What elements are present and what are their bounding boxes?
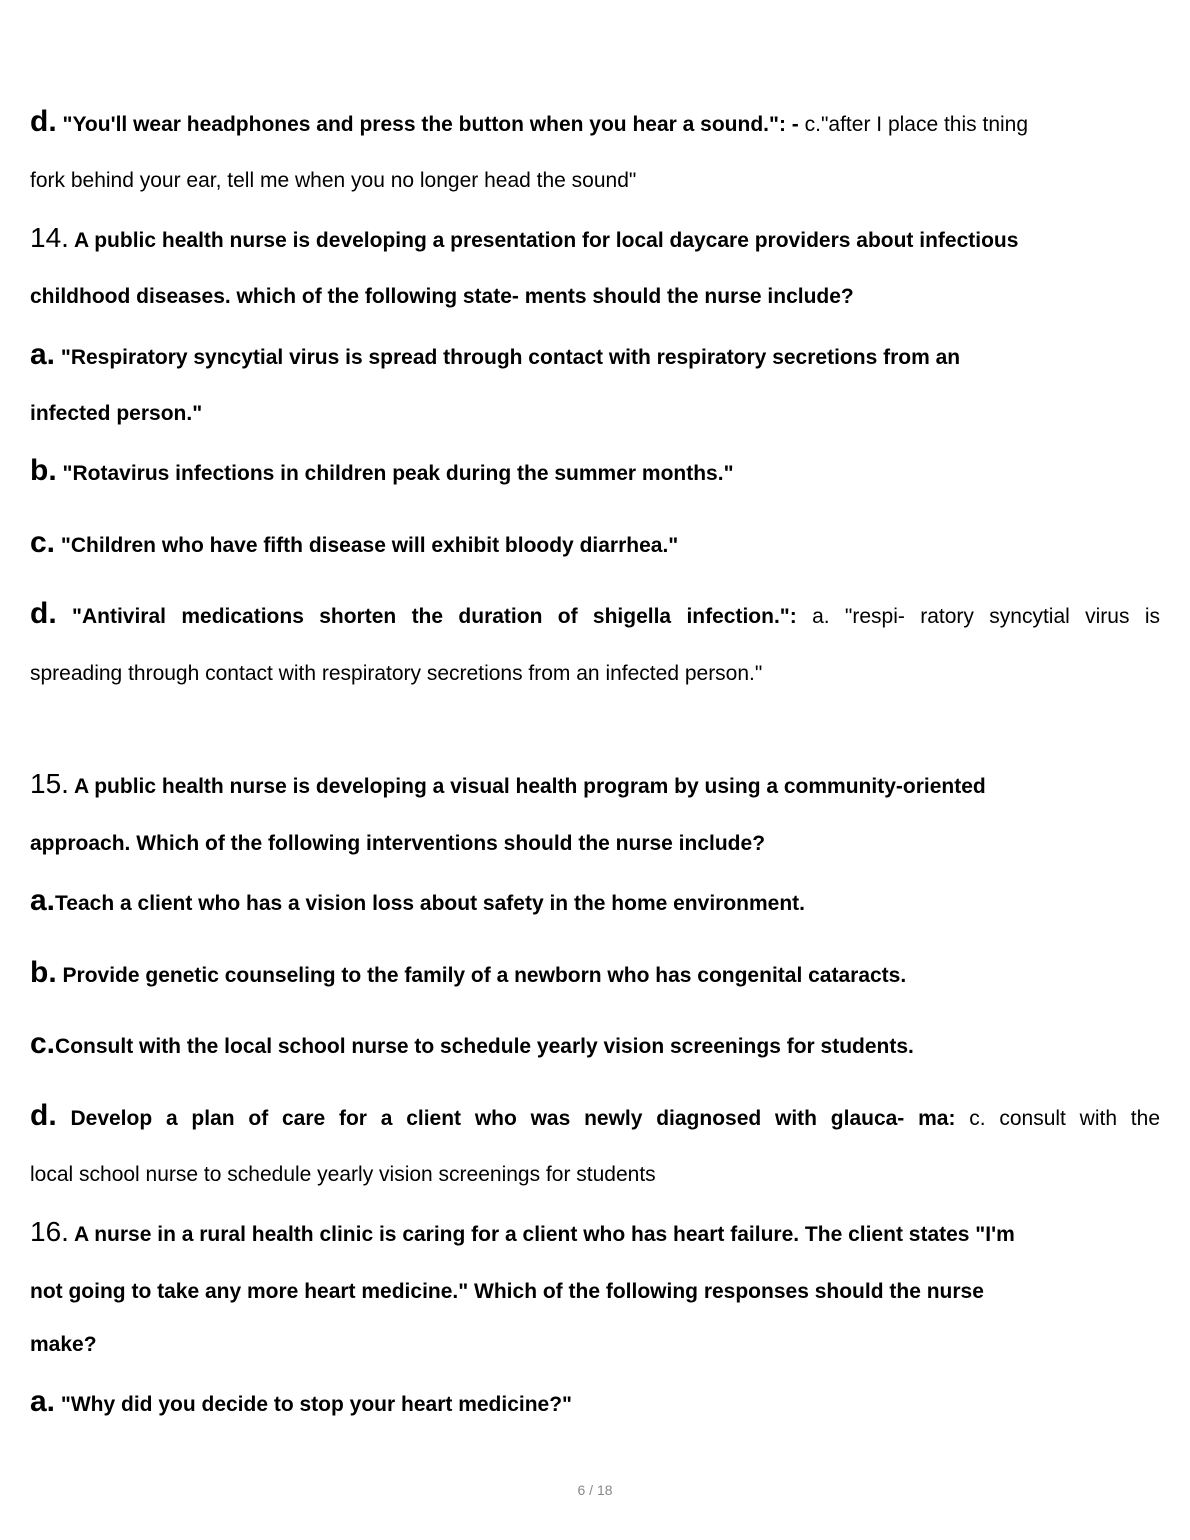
page-number: 6 / 18 (577, 1482, 613, 1498)
q14-option-d (30, 597, 1160, 631)
option-letter: c. (30, 526, 56, 559)
option-text: "Why did you decide to stop your heart medicine?" (60, 1393, 573, 1416)
option-letter: d. (30, 105, 57, 138)
q15-option-c (30, 1027, 1160, 1061)
answer-text: a. "respi- ratory syncytial virus is (812, 605, 1160, 628)
option-letter: b. (30, 454, 57, 487)
q16-option-a (30, 1385, 1160, 1419)
option-text: "Children who have fifth disease will exhibit bloody diarrhea." (60, 534, 679, 557)
option-text: Develop a plan of care for a client who was newly diagnosed with glauca- ma: (70, 1107, 956, 1130)
q14-option-a-line2: infected person." (30, 402, 203, 425)
question-stem-text: A public health nurse is developing a presentation for local daycare providers about infectious (74, 229, 1019, 252)
q14-option-b (30, 454, 1160, 488)
q14-option-a (30, 338, 1160, 372)
option-text: Teach a client who has a vision loss about safety in the home environment. (55, 892, 805, 915)
q15-stem (30, 770, 1160, 801)
q13-answer-line: fork behind your ear, tell me when you no longer head the sound" (30, 169, 637, 192)
option-letter: c. (30, 1027, 56, 1060)
option-text: Consult with the local school nurse to schedule yearly vision screenings for students. (55, 1035, 914, 1058)
option-letter: a. (30, 338, 56, 371)
question-stem-text: A nurse in a rural health clinic is caring for a client who has heart failure. The client states "I'm (74, 1223, 1015, 1246)
answer-text: c. consult with the (969, 1107, 1160, 1130)
q14-option-c (30, 526, 1160, 560)
option-letter: a. (30, 884, 56, 917)
q16-stem (30, 1218, 1160, 1249)
q15-option-a (30, 884, 1160, 918)
q16-stem-line3: make? (30, 1333, 97, 1356)
question-stem-text: A public health nurse is developing a visual health program by using a community-oriented (74, 775, 986, 798)
q15-option-d (30, 1099, 1160, 1133)
q15-answer-line: local school nurse to schedule yearly vision screenings for students (30, 1163, 656, 1186)
option-letter: b. (30, 956, 57, 989)
option-text: "You'll wear headphones and press the button when you hear a sound.": - (62, 113, 799, 136)
answer-text: c."after I place this tning (804, 113, 1029, 136)
option-text: "Antiviral medications shorten the duration of shigella infection.": (72, 605, 797, 628)
option-letter: d. (30, 597, 57, 630)
q15-stem-line2: approach. Which of the following interventions should the nurse include? (30, 832, 766, 855)
q15-option-b (30, 956, 1160, 990)
q14-answer-line: spreading through contact with respiratory secretions from an infected person." (30, 662, 763, 685)
q14-stem-line2: childhood diseases. which of the following state- ments should the nurse include? (30, 285, 854, 308)
q16-stem-line2: not going to take any more heart medicine." Which of the following responses should the nurse (30, 1280, 984, 1303)
question-number: 16. (30, 1216, 69, 1247)
option-text: "Respiratory syncytial virus is spread through contact with respiratory secretions from an (60, 346, 961, 369)
question-number: 15. (30, 768, 69, 799)
option-letter: d. (30, 1099, 57, 1132)
option-letter: a. (30, 1385, 56, 1418)
q13-option-d (30, 105, 1160, 139)
q14-stem (30, 224, 1160, 255)
option-text: "Rotavirus infections in children peak during the summer months." (62, 462, 734, 485)
option-text: Provide genetic counseling to the family of a newborn who has congenital cataracts. (62, 964, 907, 987)
question-number: 14. (30, 222, 69, 253)
